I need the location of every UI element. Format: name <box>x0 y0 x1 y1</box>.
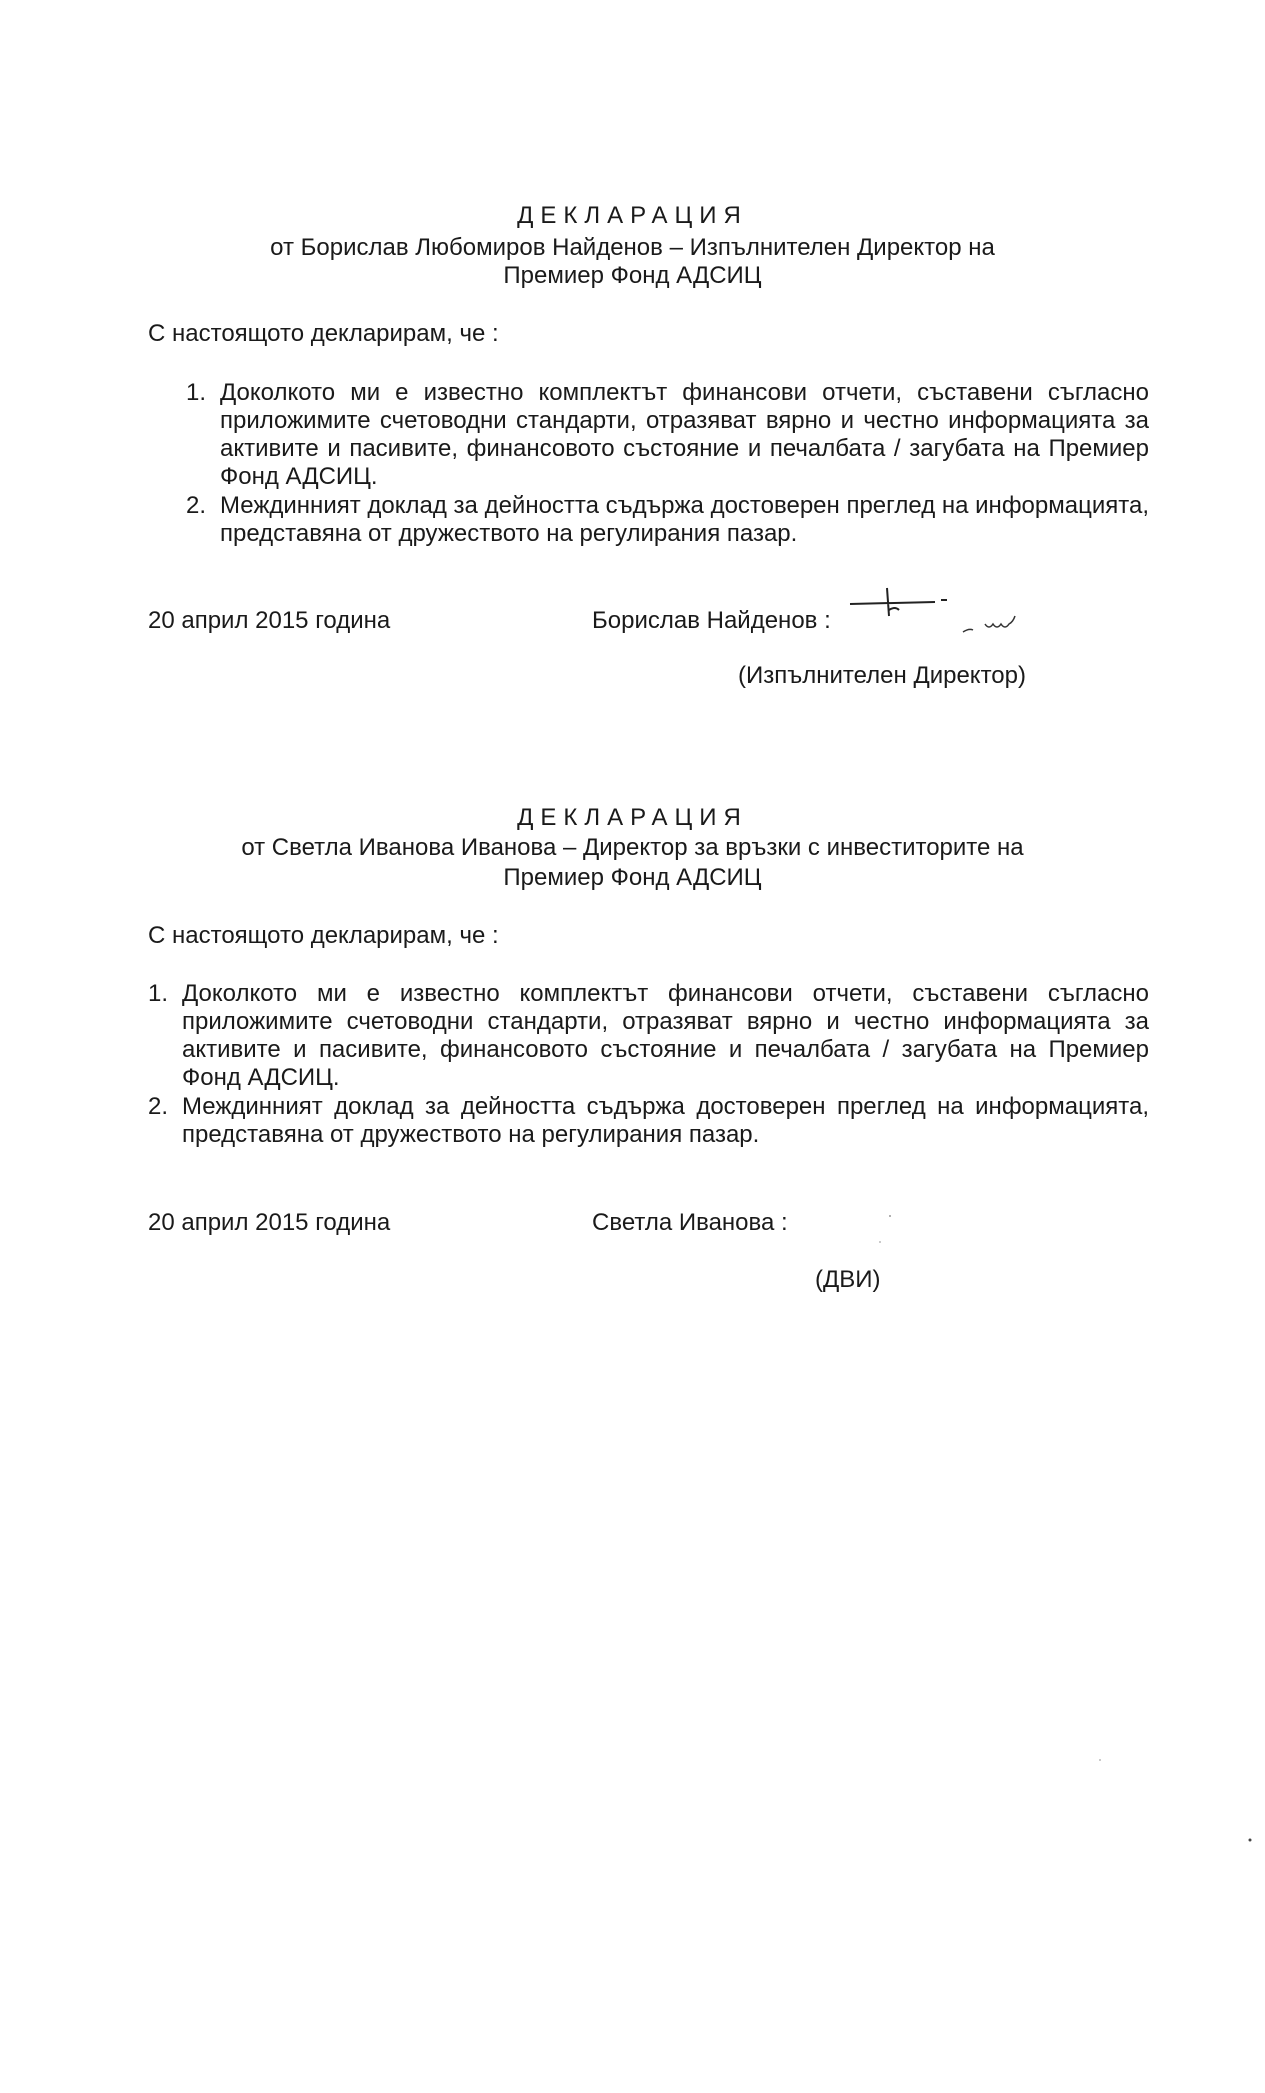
company-name: Премиер Фонд АДСИЦ <box>503 864 762 891</box>
declaration-date: 20 април 2015 година <box>148 1209 391 1236</box>
signer-name: Борислав Найденов : <box>592 607 831 634</box>
item-text: Доколкото ми е известно комплектът финансови отчети, съставени съгласно приложимите счетоводни стандарти, отразяват вярно и честно информацията за активите и пасивите, финансовото състояние и печалбата / загубата на Премиер Фонд АДСИЦ. <box>182 980 1149 1091</box>
handwritten-signature <box>845 580 1045 640</box>
declaration-subtitle: от Борислав Любомиров Найденов – Изпълнителен Директор на <box>270 234 995 261</box>
intro-text: С настоящото декларирам, че : <box>148 320 499 347</box>
declaration-title: ДЕКЛАРАЦИЯ <box>517 202 748 229</box>
scan-specks <box>1090 1750 1260 1860</box>
item-text: Междинният доклад за дейността съдържа достоверен преглед на информацията, представяна от дружеството на регулирания пазар. <box>220 492 1149 547</box>
item-number: 2. <box>148 1093 169 1120</box>
signer-role: (ДВИ) <box>815 1266 881 1293</box>
intro-text: С настоящото декларирам, че : <box>148 922 499 949</box>
item-text: Доколкото ми е известно комплектът финансови отчети, съставени съгласно приложимите счетоводни стандарти, отразяват вярно и честно информацията за активите и пасивите, финансовото състояние и печалбата / загубата на Премиер Фонд АДСИЦ. <box>220 379 1149 490</box>
faint-signature-marks <box>860 1210 900 1250</box>
item-number: 1. <box>186 379 207 406</box>
signer-name: Светла Иванова : <box>592 1209 788 1236</box>
declaration-item-2 <box>186 492 1149 548</box>
declaration-item-1 <box>186 379 1149 491</box>
declaration-subtitle: от Светла Иванова Иванова – Директор за връзки с инвеститорите на <box>241 834 1024 861</box>
company-name: Премиер Фонд АДСИЦ <box>503 262 762 289</box>
item-text: Междинният доклад за дейността съдържа достоверен преглед на информацията, представяна от дружеството на регулирания пазар. <box>182 1093 1149 1148</box>
declaration-item-1 <box>148 980 1149 1092</box>
declaration-date: 20 април 2015 година <box>148 607 391 634</box>
item-number: 1. <box>148 980 169 1007</box>
declaration-title: ДЕКЛАРАЦИЯ <box>517 804 748 831</box>
signer-role: (Изпълнителен Директор) <box>738 662 1026 689</box>
declaration-item-2 <box>148 1093 1149 1149</box>
item-number: 2. <box>186 492 207 519</box>
